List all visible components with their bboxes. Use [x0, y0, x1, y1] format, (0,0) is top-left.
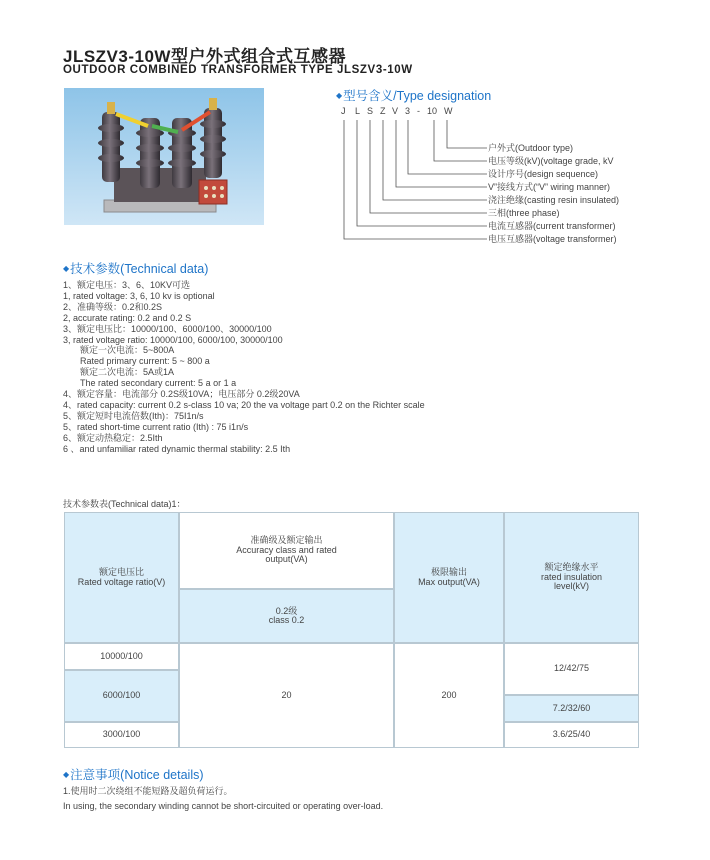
- notice-list: [63, 784, 383, 814]
- header-accuracy-class: 准确级及额定输出 Accuracy class and rated output(VA): [179, 512, 394, 589]
- code-letter: W: [444, 106, 453, 116]
- type-meaning: 设计序号(design sequence): [488, 169, 599, 179]
- technical-data-line: 1, rated voltage: 3, 6, 10 kv is optional: [63, 290, 215, 301]
- title-en: OUTDOOR COMBINED TRANSFORMER TYPE JLSZV3-10W: [63, 64, 413, 76]
- technical-data-line: 4、rated capacity: current 0.2 s-class 10 va; 20 the va voltage part 0.2 on the Richter scale: [63, 399, 425, 410]
- type-meanings-list: [488, 142, 619, 246]
- bullet-diamond-icon: ◆: [336, 91, 343, 100]
- code-letter: 3: [405, 106, 411, 116]
- code-letter: Z: [380, 106, 386, 116]
- technical-data-line: 6 、and unfamiliar rated dynamic thermal stability: 2.5 Ith: [63, 443, 291, 454]
- technical-data-line: 5、rated short-time current ratio (Ith) : 75 i1n/s: [63, 421, 249, 432]
- code-letter: J: [341, 106, 346, 116]
- type-meaning: 三相(three phase): [488, 208, 560, 218]
- header-max-output: 极限输出 Max output(VA): [394, 512, 504, 643]
- notice-line: In using, the secondary winding cannot be short-circuited or operating over-load.: [63, 801, 384, 811]
- code-letter: V: [392, 106, 399, 116]
- code-letter: 10: [427, 106, 438, 116]
- technical-data-heading: ◆技术参数(Technical data): [63, 262, 209, 276]
- technical-data-line: 额定二次电流：5A或1A: [80, 367, 175, 378]
- code-letter: L: [355, 106, 361, 116]
- header-class-0-2: 0.2级 class 0.2: [179, 589, 394, 643]
- type-meaning: 浇注绝缘(casting resin insulated): [488, 195, 620, 205]
- type-meaning: 户外式(Outdoor type): [488, 143, 574, 153]
- technical-data-line: 1、额定电压：3、6、10KV可选: [63, 280, 191, 290]
- bullet-diamond-icon: ◆: [63, 770, 70, 779]
- table-cell-insulation: 7.2/32/60: [504, 695, 639, 722]
- technical-data-line: 3, rated voltage ratio: 10000/100, 6000/100, 30000/100: [63, 334, 283, 345]
- technical-data-table: [64, 512, 639, 748]
- header-rated-voltage-ratio: 额定电压比 Rated voltage ratio(V): [64, 512, 179, 643]
- table-cell-insulation: 3.6/25/40: [504, 722, 639, 748]
- table-cell-ratio: 3000/100: [64, 722, 179, 748]
- type-meaning: 电压互感器(voltage transformer): [488, 234, 617, 244]
- table-cell-ratio: 6000/100: [64, 670, 179, 722]
- notice-heading: ◆注意事项(Notice details): [63, 768, 204, 782]
- technical-data-line: 3、额定电压比：10000/100、6000/100、30000/100: [63, 323, 272, 334]
- technical-data-line: 5、额定短时电流倍数(Ith)：75I1n/s: [63, 410, 204, 421]
- technical-data-line: The rated secondary current: 5 a or 1 a: [80, 378, 237, 389]
- technical-data-line: Rated primary current: 5 ~ 800 a: [80, 356, 210, 367]
- type-meaning: 电压等级(kV)(voltage grade, kV: [488, 156, 614, 166]
- technical-data-line: 2, accurate rating: 0.2 and 0.2 S: [63, 312, 192, 323]
- technical-data-list: [63, 280, 425, 455]
- type-designation-heading: ◆型号含义/Type designation: [336, 89, 492, 103]
- technical-data-line: 2、准确等级：0.2和0.2S: [63, 301, 163, 312]
- bullet-diamond-icon: ◆: [63, 264, 70, 273]
- technical-data-line: 4、额定容量：电流部分 0.2S级10VA；电压部分 0.2级20VA: [63, 389, 300, 400]
- notice-line: 1.使用时二次绕组不能短路及超负荷运行。: [63, 786, 233, 796]
- table-cell-output: 20: [179, 643, 394, 748]
- technical-data-line: 6、额定动热稳定：2.5Ith: [63, 432, 163, 443]
- code-letter: -: [417, 106, 420, 116]
- table-cell-max-output: 200: [394, 643, 504, 748]
- type-meaning: 电流互感器(current transformer): [488, 221, 616, 231]
- table-caption: 技术参数表(Technical data)1：: [63, 499, 186, 509]
- code-letter: S: [367, 106, 374, 116]
- header-rated-insulation: 额定绝缘水平 rated insulation level(kV): [504, 512, 639, 643]
- table-cell-ratio: 10000/100: [64, 643, 179, 670]
- title-cn: JLSZV3-10W型户外式组合式互感器: [63, 47, 346, 66]
- technical-data-line: 额定一次电流：5~800A: [80, 345, 175, 356]
- table-cell-insulation: 12/42/75: [504, 643, 639, 695]
- type-meaning: V”接线方式(“V” wiring manner): [488, 182, 611, 192]
